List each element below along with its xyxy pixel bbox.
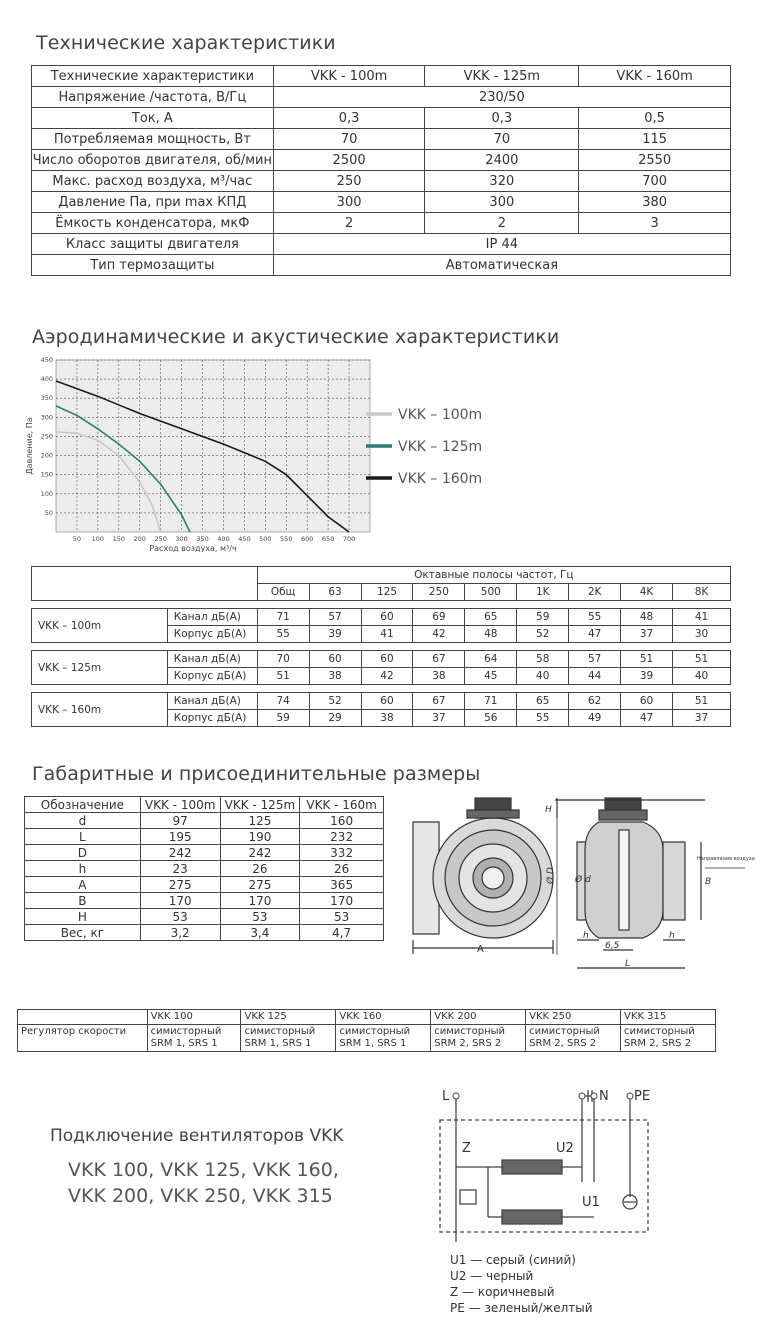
dims-cell: 97 xyxy=(140,813,220,829)
band-label: 1K xyxy=(517,584,569,601)
regulator-series: SRM 1, SRS 1 xyxy=(339,1038,407,1049)
dims-row xyxy=(25,829,384,845)
dims-cell: 26 xyxy=(220,861,300,877)
dims-cell: H xyxy=(25,909,141,925)
spec-header-cell: VKK - 100m xyxy=(273,66,425,87)
dims-cell: B xyxy=(25,893,141,909)
acoustic-gap-row xyxy=(32,601,731,609)
band-label: 125 xyxy=(361,584,413,601)
acoustic-value: 48 xyxy=(621,609,673,626)
acoustic-value: 48 xyxy=(465,626,517,643)
wiring-models-line1: VKK 100, VKK 125, VKK 160, xyxy=(68,1159,339,1181)
regulator-cell xyxy=(336,1025,431,1052)
regulator-model: VKK 250 xyxy=(526,1010,621,1025)
wiring-diagram xyxy=(432,1082,672,1252)
dims-cell: Вес, кг xyxy=(25,925,141,941)
acoustic-value: 74 xyxy=(257,693,309,710)
band-label: 500 xyxy=(465,584,517,601)
band-label: 8K xyxy=(673,584,731,601)
acoustic-value: 55 xyxy=(569,609,621,626)
regulator-row xyxy=(18,1025,716,1052)
acoustic-value: 57 xyxy=(309,609,361,626)
acoustic-value: 67 xyxy=(413,693,465,710)
regulator-series: SRM 2, SRS 2 xyxy=(434,1038,502,1049)
acoustic-value: 45 xyxy=(465,668,517,685)
acoustic-gap-row xyxy=(32,643,731,651)
acoustic-value: 60 xyxy=(621,693,673,710)
spec-row xyxy=(32,108,731,129)
regulator-cell xyxy=(526,1025,621,1052)
acoustic-value: 59 xyxy=(517,609,569,626)
spec-value: 115 xyxy=(579,129,731,150)
spec-header-row xyxy=(32,66,731,87)
terminal-u1-label: U1 xyxy=(582,1195,600,1210)
acoustic-value: 59 xyxy=(257,710,309,727)
spec-header-cell: VKK - 160m xyxy=(579,66,731,87)
acoustic-value: 44 xyxy=(569,668,621,685)
regulator-series: SRM 2, SRS 2 xyxy=(624,1038,692,1049)
acoustic-gap xyxy=(32,643,731,651)
x-tick-label: 450 xyxy=(238,535,251,543)
acoustic-value: 60 xyxy=(309,651,361,668)
dim-label-B: B xyxy=(705,877,712,887)
acoustic-gap xyxy=(32,685,731,693)
acoustic-row-label: Канал дБ(А) xyxy=(167,651,257,668)
spec-row xyxy=(32,192,731,213)
dims-cell: 3,2 xyxy=(140,925,220,941)
aero-chart xyxy=(20,352,500,552)
wiring-legend-item: U2 — черный xyxy=(450,1269,534,1283)
acoustic-value: 47 xyxy=(569,626,621,643)
spec-value: 3 xyxy=(579,213,731,234)
regulator-blank-cell xyxy=(18,1010,148,1025)
spec-header-cell: Технические характеристики xyxy=(32,66,274,87)
acoustic-model-name: VKK – 100m xyxy=(32,609,168,643)
dim-label-D: Ø D xyxy=(546,867,556,884)
spec-row xyxy=(32,213,731,234)
wiring-legend-item: PE — зеленый/желтый xyxy=(450,1301,593,1315)
acoustic-row xyxy=(32,651,731,668)
dims-cell: 242 xyxy=(140,845,220,861)
regulator-header-row xyxy=(18,1010,716,1025)
spec-value: 2 xyxy=(273,213,425,234)
wiring-models-line2: VKK 200, VKK 250, VKK 315 xyxy=(68,1185,333,1207)
acoustic-value: 38 xyxy=(413,668,465,685)
dims-header-cell: VKK - 125m xyxy=(220,797,300,813)
dimension-drawing xyxy=(405,790,755,980)
dims-cell: 53 xyxy=(220,909,300,925)
regulator-series: SRM 2, SRS 2 xyxy=(529,1038,597,1049)
dims-cell: 26 xyxy=(300,861,384,877)
regulator-type: симисторный xyxy=(150,1026,222,1037)
dims-row xyxy=(25,813,384,829)
spec-value: 700 xyxy=(579,171,731,192)
front-view xyxy=(413,798,557,954)
dim-label-d: Ø d xyxy=(575,875,591,885)
y-tick-label: 400 xyxy=(40,375,53,384)
dims-title: Габаритные и присоединительные размеры xyxy=(32,763,481,785)
regulator-cell xyxy=(241,1025,336,1052)
acoustic-value: 64 xyxy=(465,651,517,668)
dims-cell: 275 xyxy=(140,877,220,893)
spec-row xyxy=(32,171,731,192)
regulator-type: симисторный xyxy=(529,1026,600,1037)
regulator-model: VKK 200 xyxy=(431,1010,526,1025)
acoustic-value: 60 xyxy=(361,651,413,668)
spec-value: 70 xyxy=(273,129,425,150)
x-tick-label: 400 xyxy=(217,535,230,543)
x-tick-label: 250 xyxy=(154,535,167,543)
band-label: 2K xyxy=(569,584,621,601)
spec-value: 0,3 xyxy=(273,108,425,129)
acoustic-value: 52 xyxy=(517,626,569,643)
plot-area xyxy=(56,360,370,532)
band-label: 63 xyxy=(309,584,361,601)
dims-cell: D xyxy=(25,845,141,861)
dims-cell: 125 xyxy=(220,813,300,829)
acoustic-value: 60 xyxy=(361,693,413,710)
spec-value: 70 xyxy=(425,129,579,150)
spec-table xyxy=(31,65,731,276)
band-label: Общ xyxy=(257,584,309,601)
dim-label-L: L xyxy=(625,959,631,969)
acoustic-value: 52 xyxy=(309,693,361,710)
x-tick-label: 500 xyxy=(259,535,272,543)
acoustic-row-label: Корпус дБ(А) xyxy=(167,626,257,643)
regulator-cell xyxy=(147,1025,241,1052)
dims-row xyxy=(25,909,384,925)
spec-row xyxy=(32,129,731,150)
acoustic-value: 69 xyxy=(413,609,465,626)
spec-value: 2400 xyxy=(425,150,579,171)
spec-row xyxy=(32,234,731,255)
y-tick-label: 350 xyxy=(40,394,53,403)
acoustic-gap xyxy=(32,601,731,609)
legend-label: VKK – 125m xyxy=(398,439,483,455)
y-tick-label: 250 xyxy=(40,432,53,441)
x-tick-label: 650 xyxy=(321,535,335,543)
wiring-title: Подключение вентиляторов VKK xyxy=(50,1126,344,1146)
dims-row xyxy=(25,845,384,861)
acoustic-model-name: VKK – 125m xyxy=(32,651,168,685)
spec-value: 2 xyxy=(425,213,579,234)
acoustic-value: 40 xyxy=(517,668,569,685)
dims-row xyxy=(25,877,384,893)
regulator-type: симисторный xyxy=(434,1026,506,1037)
acoustic-value: 51 xyxy=(673,651,731,668)
acoustic-value: 60 xyxy=(361,609,413,626)
regulator-series: SRM 1, SRS 1 xyxy=(150,1038,218,1049)
acoustic-value: 39 xyxy=(309,626,361,643)
x-tick-label: 600 xyxy=(300,535,314,543)
dims-cell: 332 xyxy=(300,845,384,861)
acoustic-value: 67 xyxy=(413,651,465,668)
dims-cell: 53 xyxy=(300,909,384,925)
spec-row xyxy=(32,150,731,171)
dims-cell: 23 xyxy=(140,861,220,877)
acoustic-model-name: VKK – 160m xyxy=(32,693,168,727)
terminal-l-label: L xyxy=(442,1089,450,1104)
x-tick-label: 50 xyxy=(72,535,82,543)
acoustic-row-label: Канал дБ(А) xyxy=(167,609,257,626)
dim-label-h: h xyxy=(583,931,589,941)
dim-label-a: A xyxy=(477,944,484,955)
spec-value: 0,3 xyxy=(425,108,579,129)
acoustic-value: 41 xyxy=(673,609,731,626)
regulator-cell xyxy=(621,1025,716,1052)
dims-cell: 4,7 xyxy=(300,925,384,941)
spec-value: 0,5 xyxy=(579,108,731,129)
acoustic-value: 30 xyxy=(673,626,731,643)
spec-label: Потребляемая мощность, Вт xyxy=(32,129,274,150)
dims-cell: 170 xyxy=(220,893,300,909)
band-header: Октавные полосы частот, Гц xyxy=(257,567,730,584)
dims-cell: 160 xyxy=(300,813,384,829)
acoustic-row xyxy=(32,609,731,626)
regulator-type: симисторный xyxy=(339,1026,411,1037)
dims-cell: 195 xyxy=(140,829,220,845)
dims-cell: L xyxy=(25,829,141,845)
spec-value: Автоматическая xyxy=(273,255,730,276)
acoustic-value: 51 xyxy=(621,651,673,668)
acoustic-value: 42 xyxy=(413,626,465,643)
y-tick-label: 50 xyxy=(44,508,53,517)
x-tick-label: 550 xyxy=(280,535,293,543)
spec-label: Давление Па, при max КПД xyxy=(32,192,274,213)
dims-row xyxy=(25,925,384,941)
acoustic-value: 57 xyxy=(569,651,621,668)
wiring-legend xyxy=(450,1252,593,1316)
dims-cell: 53 xyxy=(140,909,220,925)
acoustic-value: 37 xyxy=(621,626,673,643)
y-tick-label: 450 xyxy=(40,356,53,364)
regulator-model: VKK 315 xyxy=(621,1010,716,1025)
acoustic-header-row xyxy=(32,567,731,584)
dims-cell: 365 xyxy=(300,877,384,893)
spec-value: 230/50 xyxy=(273,87,730,108)
spec-value: IP 44 xyxy=(273,234,730,255)
spec-row xyxy=(32,255,731,276)
spec-label: Тип термозащиты xyxy=(32,255,274,276)
regulator-model: VKK 100 xyxy=(147,1010,241,1025)
spec-value: 2500 xyxy=(273,150,425,171)
spec-header-cell: VKK - 125m xyxy=(425,66,579,87)
x-axis-label: Расход воздуха, м³/ч xyxy=(149,544,237,552)
acoustic-value: 38 xyxy=(361,710,413,727)
dims-row xyxy=(25,861,384,877)
terminal-u2-label: U2 xyxy=(556,1141,574,1156)
regulator-cell xyxy=(431,1025,526,1052)
legend-label: VKK – 160m xyxy=(398,471,483,487)
dims-header-cell: VKK - 160m xyxy=(300,797,384,813)
acoustic-value: 29 xyxy=(309,710,361,727)
regulator-table xyxy=(17,1009,716,1052)
dims-header-cell: Обозначение xyxy=(25,797,141,813)
x-tick-label: 700 xyxy=(342,535,356,543)
y-tick-label: 200 xyxy=(40,451,53,460)
acoustic-value: 56 xyxy=(465,710,517,727)
dims-cell: 275 xyxy=(220,877,300,893)
acoustic-value: 71 xyxy=(465,693,517,710)
wiring-legend-item: Z — коричневый xyxy=(450,1285,555,1299)
spec-label: Ёмкость конденсатора, мкФ xyxy=(32,213,274,234)
acoustic-row-label: Канал дБ(А) xyxy=(167,693,257,710)
flow-direction-label: Направление воздуха xyxy=(697,856,755,862)
x-tick-label: 350 xyxy=(196,535,209,543)
x-tick-label: 300 xyxy=(175,535,188,543)
dims-cell: 170 xyxy=(300,893,384,909)
acoustic-value: 65 xyxy=(517,693,569,710)
acoustic-gap-row xyxy=(32,685,731,693)
spec-value: 300 xyxy=(425,192,579,213)
regulator-label: Регулятор скорости xyxy=(18,1025,148,1052)
band-label: 4K xyxy=(621,584,673,601)
acoustic-value: 65 xyxy=(465,609,517,626)
dims-cell: h xyxy=(25,861,141,877)
aero-title: Аэродинамические и акустические характеристики xyxy=(32,326,560,348)
acoustic-value: 71 xyxy=(257,609,309,626)
acoustic-value: 40 xyxy=(673,668,731,685)
acoustic-value: 47 xyxy=(621,710,673,727)
acoustic-value: 51 xyxy=(673,693,731,710)
regulator-series: SRM 1, SRS 1 xyxy=(244,1038,312,1049)
spec-value: 320 xyxy=(425,171,579,192)
acoustic-row-label: Корпус дБ(А) xyxy=(167,710,257,727)
dim-label-h-front: H xyxy=(545,805,552,815)
acoustic-value: 38 xyxy=(309,668,361,685)
spec-value: 380 xyxy=(579,192,731,213)
dims-cell: 232 xyxy=(300,829,384,845)
spec-row xyxy=(32,87,731,108)
regulator-model: VKK 160 xyxy=(336,1010,431,1025)
band-label: 250 xyxy=(413,584,465,601)
wiring-legend-item: U1 — серый (синий) xyxy=(450,1253,576,1267)
acoustic-value: 37 xyxy=(413,710,465,727)
acoustic-value: 62 xyxy=(569,693,621,710)
dims-header-row xyxy=(25,797,384,813)
spec-label: Класс защиты двигателя xyxy=(32,234,274,255)
dims-cell: 170 xyxy=(140,893,220,909)
spec-value: 300 xyxy=(273,192,425,213)
dims-header-cell: VKK - 100m xyxy=(140,797,220,813)
spec-label: Макс. расход воздуха, м³/час xyxy=(32,171,274,192)
y-tick-label: 300 xyxy=(40,413,53,422)
dims-cell: A xyxy=(25,877,141,893)
dims-row xyxy=(25,893,384,909)
acoustic-value: 37 xyxy=(673,710,731,727)
terminal-pe-label: PE xyxy=(634,1089,651,1104)
x-tick-label: 100 xyxy=(91,535,105,543)
acoustic-value: 55 xyxy=(517,710,569,727)
regulator-type: симисторный xyxy=(244,1026,316,1037)
y-tick-label: 100 xyxy=(40,489,53,498)
acoustic-value: 58 xyxy=(517,651,569,668)
dims-table xyxy=(24,796,384,941)
spec-title: Технические характеристики xyxy=(36,32,336,54)
acoustic-value: 51 xyxy=(257,668,309,685)
y-axis-label: Давление, Па xyxy=(25,417,34,475)
acoustic-row-label: Корпус дБ(А) xyxy=(167,668,257,685)
legend-label: VKK – 100m xyxy=(398,407,483,423)
acoustic-blank-cell xyxy=(32,567,258,601)
spec-label: Число оборотов двигателя, об/мин xyxy=(32,150,274,171)
acoustic-table xyxy=(31,566,731,727)
dims-cell: 190 xyxy=(220,829,300,845)
regulator-model: VKK 125 xyxy=(241,1010,336,1025)
x-tick-label: 150 xyxy=(112,535,126,543)
y-tick-label: 150 xyxy=(40,470,53,479)
terminal-z-label: Z xyxy=(462,1141,471,1156)
acoustic-value: 41 xyxy=(361,626,413,643)
acoustic-row xyxy=(32,693,731,710)
dims-cell: d xyxy=(25,813,141,829)
spec-value: 250 xyxy=(273,171,425,192)
spec-value: 2550 xyxy=(579,150,731,171)
regulator-type: симисторный xyxy=(624,1026,695,1037)
spec-label: Ток, А xyxy=(32,108,274,129)
acoustic-value: 42 xyxy=(361,668,413,685)
terminal-n-label: N xyxy=(599,1089,609,1104)
spec-label: Напряжение /частота, В/Гц xyxy=(32,87,274,108)
acoustic-value: 70 xyxy=(257,651,309,668)
dims-cell: 242 xyxy=(220,845,300,861)
dim-label-h2: h xyxy=(669,931,675,941)
x-tick-label: 200 xyxy=(133,535,146,543)
acoustic-value: 55 xyxy=(257,626,309,643)
dims-cell: 3,4 xyxy=(220,925,300,941)
dim-label-gap: 6,5 xyxy=(605,941,620,951)
acoustic-value: 49 xyxy=(569,710,621,727)
acoustic-value: 39 xyxy=(621,668,673,685)
